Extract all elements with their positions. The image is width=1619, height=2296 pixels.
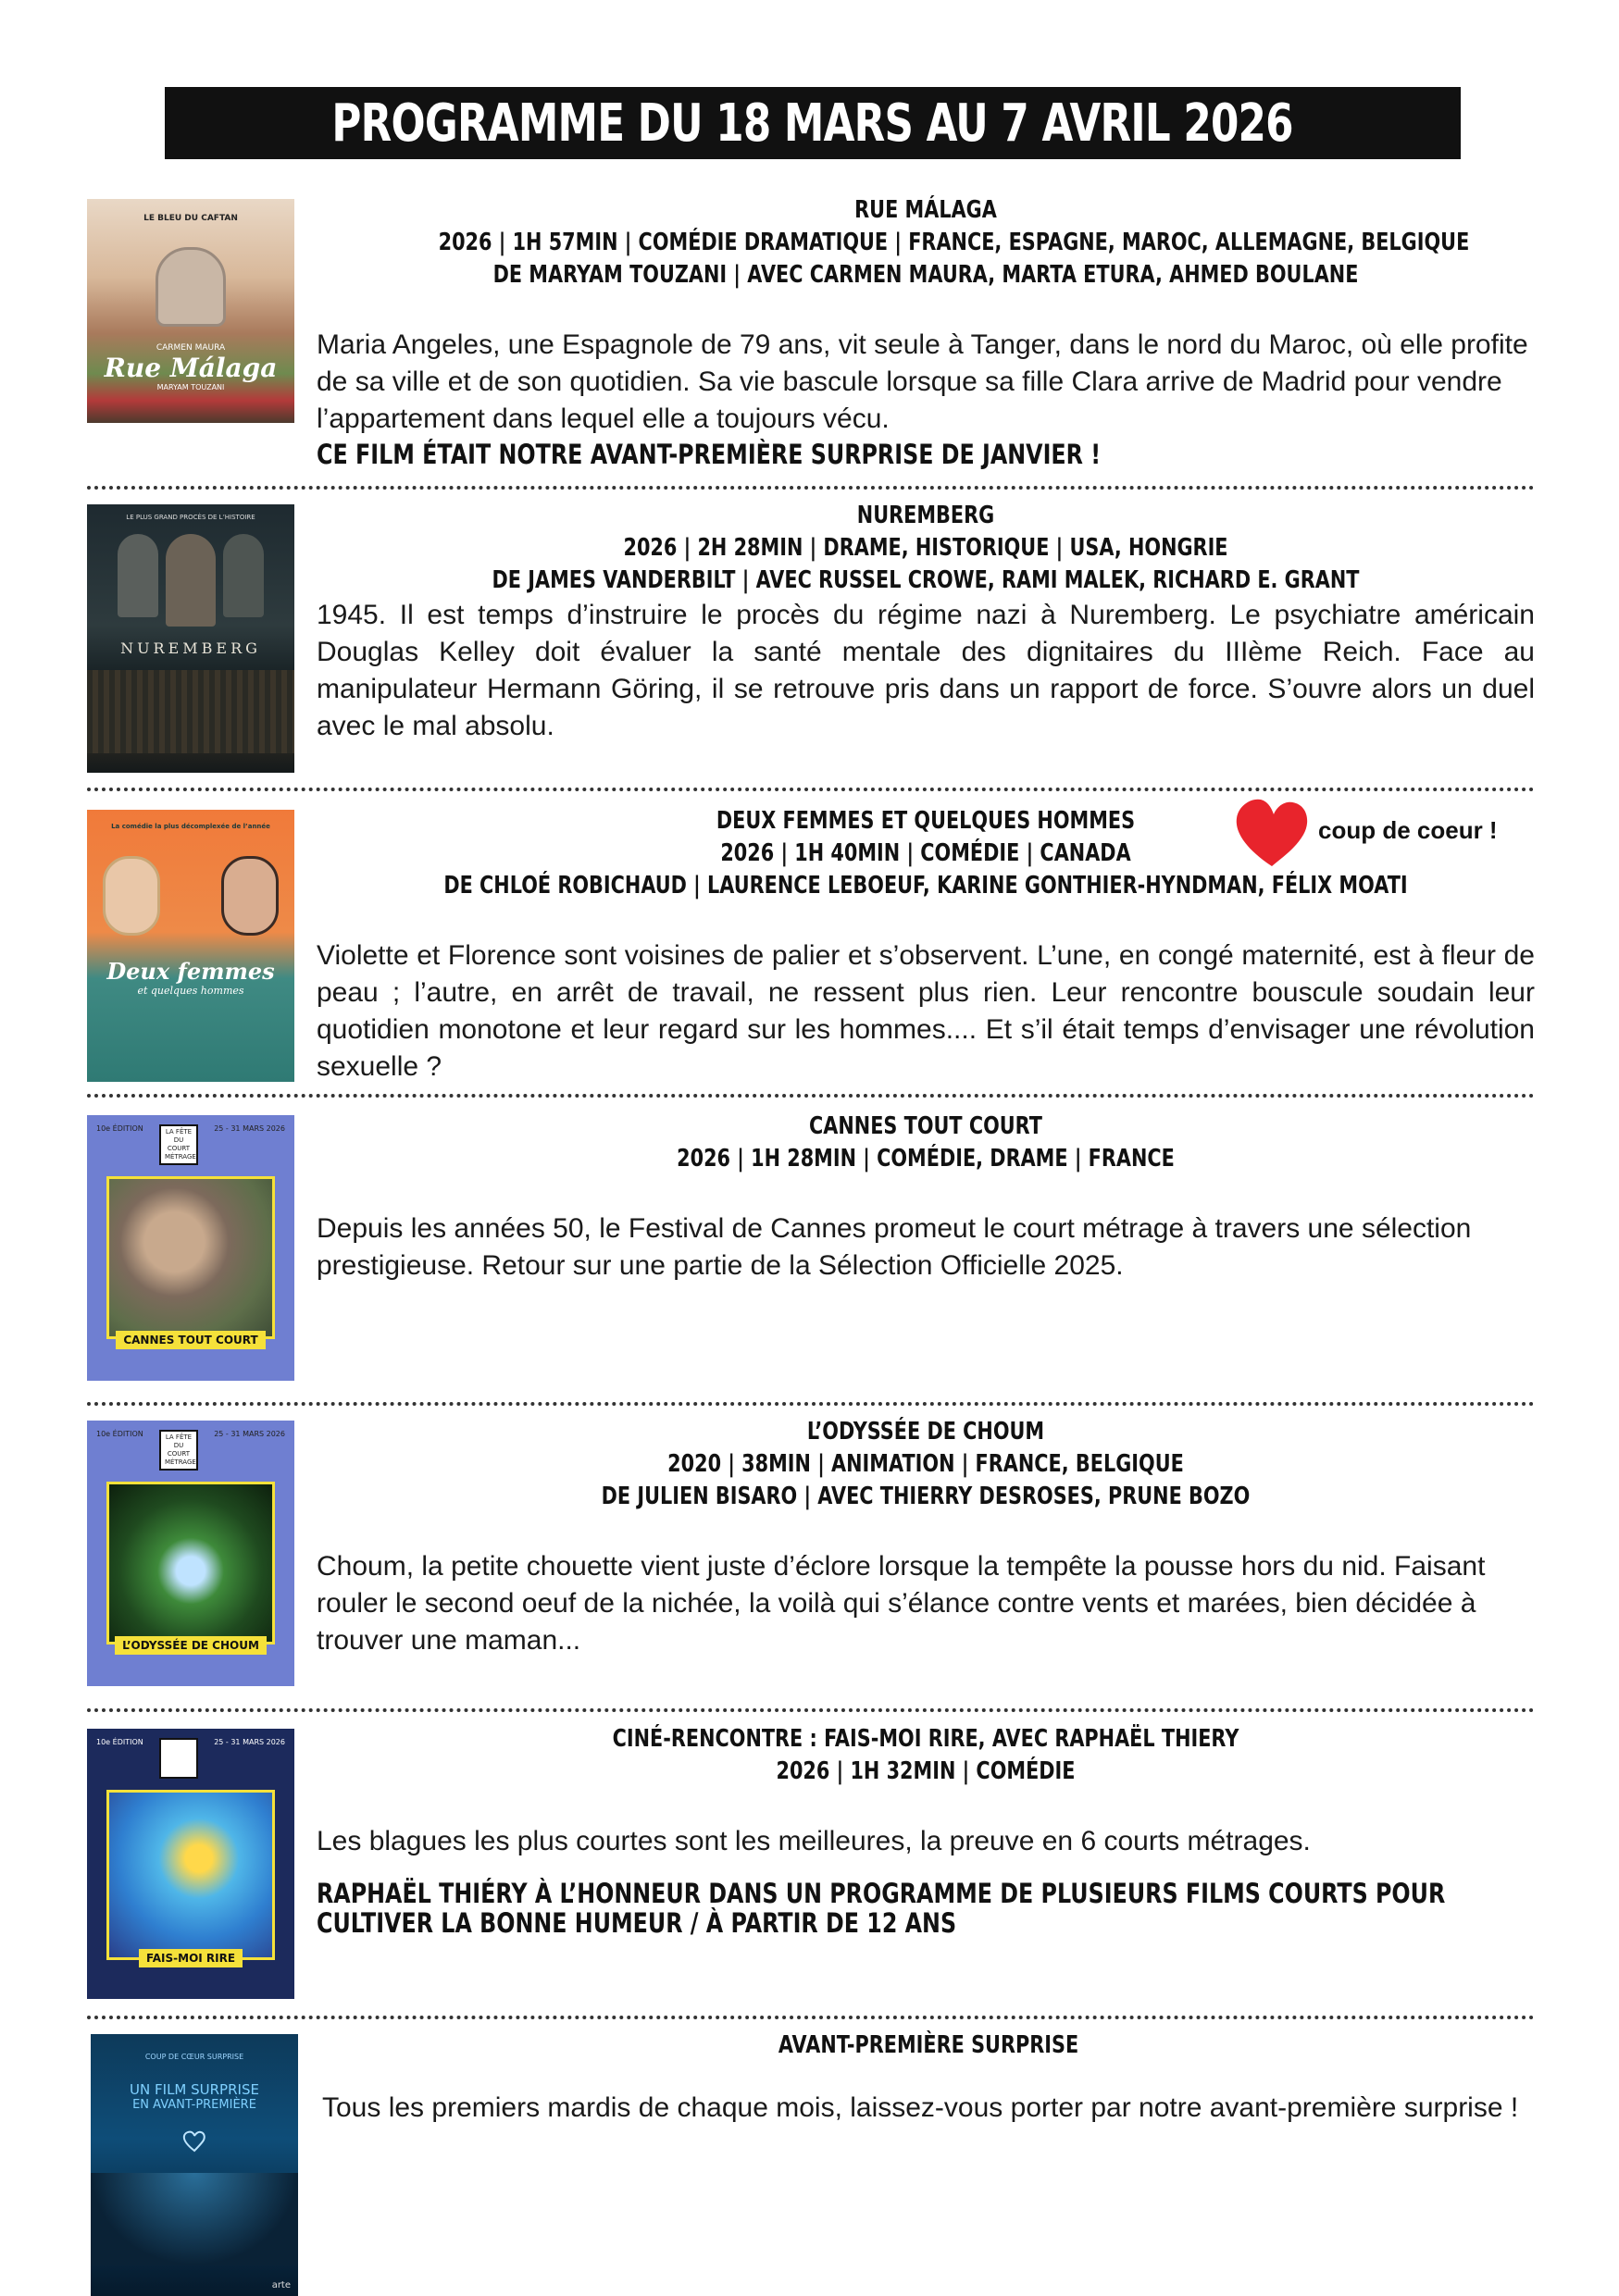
- poster-top-line: LE PLUS GRAND PROCÈS DE L’HISTOIRE: [126, 514, 255, 521]
- page-title: PROGRAMME DU 18 MARS AU 7 AVRIL 2026: [331, 93, 1294, 154]
- heart-outline-icon: [182, 2130, 206, 2153]
- film-odyssee-de-choum: [317, 1416, 1535, 1659]
- poster-image: [106, 1482, 275, 1644]
- film-title: CANNES TOUT COURT: [809, 1112, 1042, 1140]
- film-info: 2026 | 1H 32MIN | COMÉDIE: [776, 1757, 1076, 1785]
- poster-edition: 10e ÉDITION: [96, 1738, 143, 1746]
- poster-top-line: LE BLEU DU CAFTAN: [143, 214, 238, 223]
- film-credits: DE JAMES VANDERBILT | AVEC RUSSEL CROWE, RAMI MALEK, RICHARD E. GRANT: [492, 566, 1360, 594]
- film-info: 2026 | 1H 40MIN | COMÉDIE | CANADA: [720, 839, 1131, 867]
- film-note: [317, 1879, 1535, 1938]
- poster-line1: UN FILM SURPRISE: [130, 2081, 259, 2098]
- film-note: CE FILM ÉTAIT NOTRE AVANT-PREMIÈRE SURPRISE DE JANVIER !: [317, 439, 1102, 470]
- section-divider: [87, 2016, 1535, 2019]
- film-synopsis: Maria Angeles, une Espagnole de 79 ans, vit seule à Tanger, dans le nord du Maroc, où elle profite de sa ville et de son quotidien. Sa vie bascule lorsque sa fille Clara arrive de Madrid pour vendre l’appartement dans lequel elle a toujours vécu.: [317, 329, 1528, 434]
- poster-title: Rue Málaga: [104, 353, 278, 383]
- film-nuremberg: [317, 500, 1535, 745]
- section-divider: [87, 486, 1535, 490]
- film-credits: DE JULIEN BISARO | AVEC THIERRY DESROSES, PRUNE BOZO: [601, 1483, 1251, 1510]
- film-title: DEUX FEMMES ET QUELQUES HOMMES: [716, 807, 1136, 835]
- badge-text: coup de coeur !: [1318, 816, 1498, 844]
- film-info: 2026 | 1H 28MIN | COMÉDIE, DRAME | FRANCE: [677, 1145, 1175, 1173]
- poster-avant-premiere-surprise[interactable]: [91, 2034, 298, 2296]
- film-heading: [317, 1111, 1535, 1175]
- film-synopsis: Depuis les années 50, le Festival de Cannes promeut le court métrage à travers une sélection prestigieuse. Retour sur une partie de la Sélection Officielle 2025.: [317, 1213, 1472, 1281]
- film-synopsis: Violette et Florence sont voisines de palier et s’observent. L’une, en congé maternité, est à fleur de peau ; l’autre, en arrêt de travail, ne ressent plus rien. Leur rencontre bouscule soudain leur quotidien monotone et leur regard sur les hommes.... Et s’il était temps d’envisager une révolution sexuelle ?: [317, 940, 1535, 1082]
- poster-faces: [103, 856, 279, 936]
- film-note-line: CULTIVER LA BONNE HUMEUR / À PARTIR DE 12 ANS: [317, 1907, 957, 1939]
- section-divider: [87, 1402, 1535, 1406]
- poster-logo: LA FÊTE DU COURT MÉTRAGE: [159, 1738, 198, 1779]
- film-synopsis: Tous les premiers mardis de chaque mois, laissez-vous porter par notre avant-première surprise !: [322, 2092, 1519, 2123]
- poster-odyssee-de-choum[interactable]: [87, 1421, 294, 1686]
- film-credits: DE MARYAM TOUZANI | AVEC CARMEN MAURA, MARTA ETURA, AHMED BOULANE: [492, 261, 1359, 289]
- section-divider: [87, 1708, 1535, 1712]
- page-banner: [165, 87, 1461, 159]
- film-rue-malaga: [317, 194, 1535, 469]
- film-heading: [317, 194, 1535, 292]
- film-synopsis: Les blagues les plus courtes sont les meilleures, la preuve en 6 courts métrages.: [317, 1826, 1311, 1856]
- poster-rue-malaga[interactable]: [87, 199, 294, 423]
- poster-dates: 25 - 31 MARS 2026: [214, 1430, 285, 1438]
- poster-logo: LA FÊTE DU COURT MÉTRAGE: [159, 1430, 198, 1471]
- poster-cast: [118, 534, 264, 627]
- film-info: 2026 | 1H 57MIN | COMÉDIE DRAMATIQUE | FRANCE, ESPAGNE, MAROC, ALLEMAGNE, BELGIQUE: [438, 229, 1470, 256]
- poster-image: [106, 1176, 275, 1339]
- section-divider: [87, 788, 1535, 791]
- film-title: RUE MÁLAGA: [854, 196, 997, 224]
- film-synopsis: 1945. Il est temps d’instruire le procès du régime nazi à Nuremberg. Le psychiatre américain Douglas Kelley doit évaluer la santé mentale des dignitaires du IIIème Reich. Face au manipulateur Hermann Göring, il se retrouve pris dans un rapport de force. S’ouvre alors un duel avec le mal absolu.: [317, 600, 1535, 741]
- poster-subtitle: et quelques hommes: [137, 985, 244, 997]
- heart-icon: [1233, 796, 1311, 870]
- film-title: AVANT-PREMIÈRE SURPRISE: [778, 2031, 1079, 2059]
- section-divider: [87, 1094, 1535, 1098]
- film-heading: [322, 2029, 1535, 2062]
- film-note-line: RAPHAËL THIÉRY À L’HONNEUR DANS UN PROGRAMME DE PLUSIEURS FILMS COURTS POUR: [317, 1878, 1446, 1909]
- coup-de-coeur-badge: [1233, 796, 1538, 870]
- film-fais-moi-rire: [317, 1723, 1535, 1938]
- poster-top-line: COUP DE CŒUR SURPRISE: [144, 2053, 244, 2061]
- film-heading: [317, 500, 1535, 597]
- poster-director: MARYAM TOUZANI: [156, 383, 225, 391]
- film-synopsis: Choum, la petite chouette vient juste d’éclore lorsque la tempête la pousse hors du nid. Faisant rouler le second oeuf de la nichée, la voilà qui s’élance contre vents et marées, bien décidée à trouver une maman...: [317, 1551, 1486, 1656]
- poster-person: [156, 247, 226, 327]
- poster-header: [87, 1115, 294, 1165]
- film-avant-premiere-surprise: [322, 2029, 1535, 2127]
- film-info: 2020 | 38MIN | ANIMATION | FRANCE, BELGIQUE: [667, 1450, 1184, 1478]
- film-title: NUREMBERG: [856, 502, 995, 529]
- poster-label: L’ODYSSÉE DE CHOUM: [115, 1636, 267, 1655]
- film-heading: [317, 1416, 1535, 1513]
- poster-logo: LA FÊTE DU COURT MÉTRAGE: [159, 1124, 198, 1165]
- poster-title: NUREMBERG: [120, 639, 261, 657]
- poster-edition: 10e ÉDITION: [96, 1430, 143, 1438]
- poster-nuremberg[interactable]: [87, 504, 294, 773]
- film-credits: DE CHLOÉ ROBICHAUD | LAURENCE LEBOEUF, KARINE GONTHIER-HYNDMAN, FÉLIX MOATI: [443, 872, 1408, 900]
- poster-edition: 10e ÉDITION: [96, 1124, 143, 1133]
- poster-title: Deux femmes: [106, 958, 275, 985]
- poster-image: [106, 1790, 275, 1960]
- film-heading: [317, 1723, 1535, 1788]
- poster-dates: 25 - 31 MARS 2026: [214, 1738, 285, 1746]
- film-cannes-tout-court: [317, 1111, 1535, 1285]
- poster-cannes-tout-court[interactable]: [87, 1115, 294, 1381]
- film-info: 2026 | 2H 28MIN | DRAME, HISTORIQUE | USA, HONGRIE: [623, 534, 1228, 562]
- poster-label: FAIS-MOI RIRE: [139, 1949, 243, 1967]
- poster-brand: arte: [271, 2280, 291, 2290]
- poster-line2: EN AVANT-PREMIÈRE: [132, 2098, 256, 2112]
- poster-fais-moi-rire[interactable]: [87, 1729, 294, 1999]
- poster-audience: [91, 2173, 298, 2265]
- poster-deux-femmes[interactable]: [87, 810, 294, 1082]
- poster-courtroom: [87, 670, 294, 753]
- film-title: L’ODYSSÉE DE CHOUM: [806, 1418, 1045, 1446]
- film-title: CINÉ-RENCONTRE : FAIS-MOI RIRE, AVEC RAPHAËL THIERY: [612, 1725, 1239, 1753]
- poster-dates: 25 - 31 MARS 2026: [214, 1124, 285, 1133]
- poster-top-line: La comédie la plus décomplexée de l’année: [111, 823, 270, 830]
- poster-header: [87, 1729, 294, 1779]
- poster-label: CANNES TOUT COURT: [116, 1331, 265, 1349]
- poster-header: [87, 1421, 294, 1471]
- poster-actor: CARMEN MAURA: [156, 343, 226, 353]
